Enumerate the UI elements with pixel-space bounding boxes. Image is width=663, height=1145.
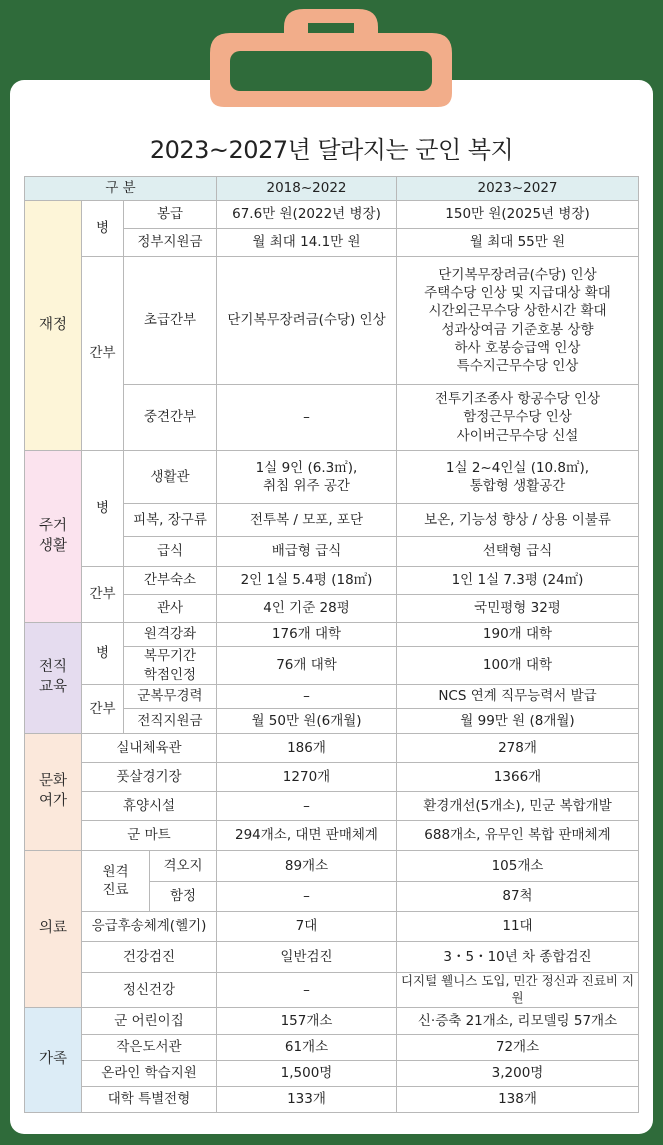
category-housing [25, 451, 82, 623]
cat-line: 여가 [38, 793, 67, 809]
value-2023: 3・5・10년 차 종합검진 [397, 942, 639, 973]
value-2023: 신·증축 21개소, 리모델링 57개소 [397, 1007, 639, 1034]
table-row [25, 1060, 639, 1086]
table-row [25, 201, 639, 229]
value-2018: 2인 1실 5.4평 (18㎡) [217, 567, 397, 595]
value-2023: 72개소 [397, 1034, 639, 1060]
value-2018: 배급형 급식 [217, 537, 397, 567]
value-2018: – [217, 685, 397, 709]
row-label: 건강검진 [82, 942, 217, 973]
welfare-table [24, 176, 639, 1113]
header-division: 구 분 [25, 177, 217, 201]
value-2023: NCS 연계 직무능력서 발급 [397, 685, 639, 709]
row-label: 작은도서관 [82, 1034, 217, 1060]
value-2018: 76개 대학 [217, 647, 397, 685]
table-header [25, 177, 639, 201]
value-2018: 133개 [217, 1086, 397, 1112]
table-row [25, 257, 639, 385]
value-2018: 월 50만 원(6개월) [217, 709, 397, 734]
value-2023: 688개소, 유무인 복합 판매체계 [397, 821, 639, 851]
row-label: 온라인 학습지원 [82, 1060, 217, 1086]
table-row [25, 734, 639, 763]
group-officer: 간부 [82, 257, 124, 451]
category-education [25, 623, 82, 734]
row-label: 군복무경력 [124, 685, 217, 709]
row-label: 군 마트 [82, 821, 217, 851]
line: 1실 2~4인실 (10.8㎡), [445, 459, 590, 476]
line: 학점인정 [143, 666, 197, 683]
group-officer: 간부 [82, 567, 124, 623]
line: 진료 [102, 882, 129, 898]
value-2023: 월 최대 55만 원 [397, 229, 639, 257]
value-2023: 87척 [397, 882, 639, 912]
value-2023: 보온, 기능성 향상 / 상용 이불류 [397, 504, 639, 537]
value-2023: 278개 [397, 734, 639, 763]
value-2023: 디지털 웰니스 도입, 민간 정신과 진료비 지원 [397, 973, 639, 1008]
value-2023: 1인 1실 7.3평 (24㎡) [397, 567, 639, 595]
row-label: 생활관 [124, 451, 217, 504]
table-row [25, 851, 639, 882]
cat-line: 교육 [38, 679, 67, 695]
value-2023: 150만 원(2025년 병장) [397, 201, 639, 229]
value-2023: 월 99만 원 (8개월) [397, 709, 639, 734]
value-2018: 157개소 [217, 1007, 397, 1034]
row-label: 급식 [124, 537, 217, 567]
group-remote [82, 851, 150, 912]
row-label: 실내체육관 [82, 734, 217, 763]
table-row [25, 973, 639, 1008]
row-label [124, 647, 217, 685]
value-2018: 186개 [217, 734, 397, 763]
line: 통합형 생활공간 [469, 478, 566, 494]
row-label: 간부숙소 [124, 567, 217, 595]
group-officer: 간부 [82, 685, 124, 734]
line: 함정근무수당 인상 [463, 409, 572, 426]
group-soldier: 병 [82, 623, 124, 685]
row-label: 초급간부 [124, 257, 217, 385]
row-label: 봉급 [124, 201, 217, 229]
row-label: 군 어린이집 [82, 1007, 217, 1034]
value-2023: 3,200명 [397, 1060, 639, 1086]
value-2018: 67.6만 원(2022년 병장) [217, 201, 397, 229]
group-soldier: 병 [82, 451, 124, 567]
category-family: 가족 [25, 1007, 82, 1112]
row-label: 전직지원금 [124, 709, 217, 734]
value-2023: 국민평형 32평 [397, 595, 639, 623]
value-2023: 105개소 [397, 851, 639, 882]
value-2018: 7대 [217, 912, 397, 942]
value-2018: 176개 대학 [217, 623, 397, 647]
line: 원격 [102, 863, 129, 880]
value-2023: 11대 [397, 912, 639, 942]
cat-line: 생활 [38, 537, 67, 554]
row-label: 피복, 장구류 [124, 504, 217, 537]
table-row [25, 942, 639, 973]
table-row [25, 792, 639, 821]
value-2018: 일반검진 [217, 942, 397, 973]
header-2018: 2018~2022 [217, 177, 397, 201]
value-2023: 100개 대학 [397, 647, 639, 685]
value-2023: 1366개 [397, 763, 639, 792]
line: 시간외근무수당 상한시간 확대 [428, 303, 607, 320]
line: 주택수당 인상 및 지급대상 확대 [424, 285, 611, 302]
category-finance: 재정 [25, 201, 82, 451]
value-2023 [397, 451, 639, 504]
header-2023: 2023~2027 [397, 177, 639, 201]
row-label: 격오지 [150, 851, 217, 882]
table-row [25, 763, 639, 792]
cat-line: 전직 [38, 659, 67, 676]
line: 성과상여금 기준호봉 상향 [441, 321, 594, 338]
value-2018: 단기복무장려금(수당) 인상 [217, 257, 397, 385]
value-2023 [397, 385, 639, 451]
row-label: 함정 [150, 882, 217, 912]
value-2018: 1,500명 [217, 1060, 397, 1086]
table-row [25, 685, 639, 709]
table-row [25, 1086, 639, 1112]
row-label: 원격강좌 [124, 623, 217, 647]
line: 하사 호봉승급액 인상 [454, 339, 581, 356]
row-label: 응급후송체계(헬기) [82, 912, 217, 942]
value-2018: – [217, 973, 397, 1008]
cat-line: 주거 [38, 517, 67, 534]
value-2023: 환경개선(5개소), 민군 복합개발 [397, 792, 639, 821]
row-label: 정신건강 [82, 973, 217, 1008]
category-medical: 의료 [25, 851, 82, 1008]
page-title: 2023~2027년 달라지는 군인 복지 [149, 136, 514, 164]
value-2018: 89개소 [217, 851, 397, 882]
row-label: 중견간부 [124, 385, 217, 451]
value-2018: 4인 기준 28평 [217, 595, 397, 623]
value-2018 [217, 451, 397, 504]
row-label: 관사 [124, 595, 217, 623]
table-row [25, 1007, 639, 1034]
value-2023 [397, 257, 639, 385]
value-2018: 1270개 [217, 763, 397, 792]
line: 사이버근무수당 신설 [456, 427, 579, 444]
table-row [25, 567, 639, 595]
value-2018: 294개소, 대면 판매체계 [217, 821, 397, 851]
value-2018: 월 최대 14.1만 원 [217, 229, 397, 257]
line: 전투기조종사 항공수당 인상 [434, 391, 601, 408]
group-soldier: 병 [82, 201, 124, 257]
value-2018: 61개소 [217, 1034, 397, 1060]
value-2018: 전투복 / 모포, 포단 [217, 504, 397, 537]
row-label: 풋살경기장 [82, 763, 217, 792]
category-culture [25, 734, 82, 851]
value-2023: 선택형 급식 [397, 537, 639, 567]
line: 단기복무장려금(수당) 인상 [438, 266, 597, 283]
table-row [25, 1034, 639, 1060]
clipboard-clip-icon [196, 7, 466, 109]
value-2023: 138개 [397, 1086, 639, 1112]
table-row [25, 623, 639, 647]
row-label: 정부지원금 [124, 229, 217, 257]
row-label: 대학 특별전형 [82, 1086, 217, 1112]
line: 특수지근무수당 인상 [456, 357, 579, 374]
row-label: 휴양시설 [82, 792, 217, 821]
value-2023: 190개 대학 [397, 623, 639, 647]
value-2018: – [217, 385, 397, 451]
cat-line: 문화 [38, 773, 67, 790]
value-2018: – [217, 882, 397, 912]
table-row [25, 912, 639, 942]
line: 취침 위주 공간 [263, 478, 350, 494]
line: 1실 9인 (6.3㎡), [255, 459, 358, 476]
table-row [25, 821, 639, 851]
value-2018: – [217, 792, 397, 821]
table-row [25, 451, 639, 504]
line: 복무기간 [143, 648, 197, 665]
